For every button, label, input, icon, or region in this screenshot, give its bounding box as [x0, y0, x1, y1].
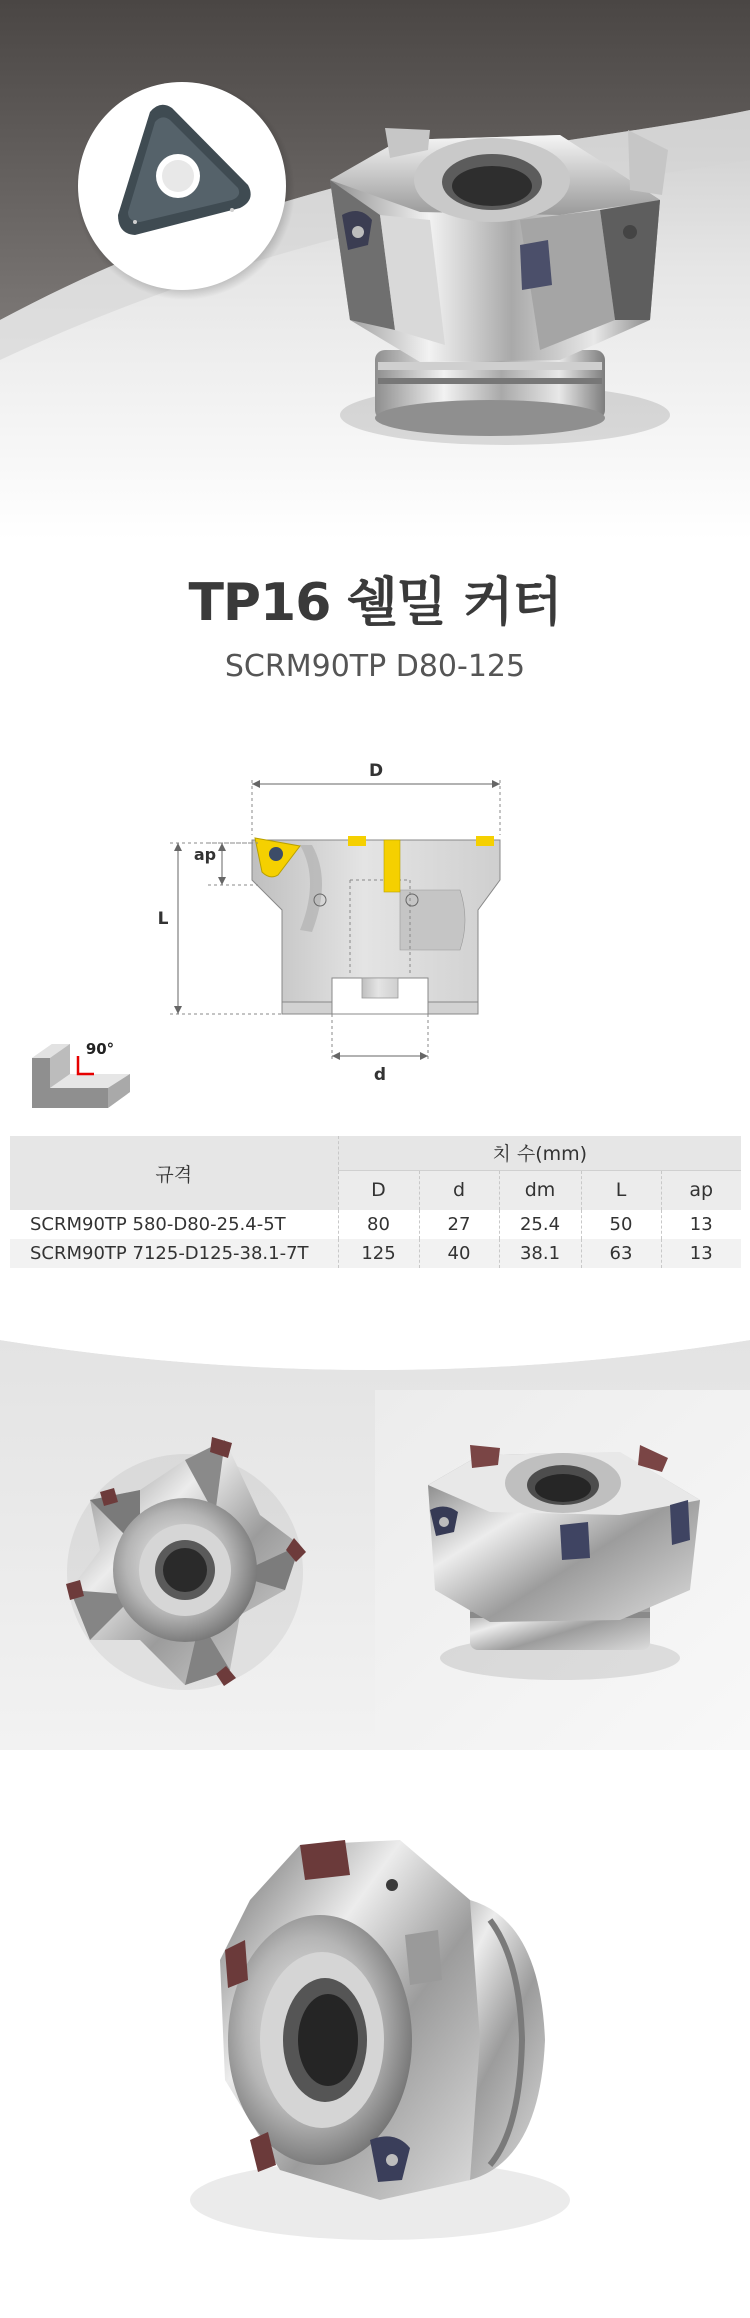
- row-d: 27: [419, 1210, 499, 1239]
- angle-90-badge: [30, 1030, 135, 1120]
- row-d: 40: [419, 1239, 499, 1268]
- angle-label: 90°: [85, 1040, 115, 1058]
- label-D: D: [368, 761, 384, 781]
- angle-block-icon: [30, 1030, 135, 1120]
- label-ap: ap: [193, 845, 217, 864]
- col-dm: dm: [499, 1170, 581, 1210]
- row-ap: 13: [661, 1239, 741, 1268]
- row-D: 125: [338, 1239, 419, 1268]
- row-L: 63: [581, 1239, 661, 1268]
- gallery-photo-angled-view: [190, 1840, 570, 2240]
- label-d: d: [373, 1065, 387, 1085]
- col-d: d: [419, 1170, 499, 1210]
- hero-background: [0, 0, 750, 540]
- hero-section: [0, 0, 750, 540]
- col-ap: ap: [661, 1170, 741, 1210]
- row-model: SCRM90TP 7125-D125-38.1-7T: [10, 1239, 338, 1268]
- row-dm: 25.4: [499, 1210, 581, 1239]
- row-model: SCRM90TP 580-D80-25.4-5T: [10, 1210, 338, 1239]
- title-block: [0, 560, 750, 684]
- hero-cutter-image: [330, 128, 670, 445]
- row-L: 50: [581, 1210, 661, 1239]
- product-title: TP16 쉘밀 커터: [188, 573, 562, 633]
- label-L: L: [157, 909, 169, 929]
- table-row: [10, 1239, 741, 1268]
- spec-header: 규격: [10, 1136, 338, 1210]
- photo-gallery: [0, 1340, 750, 2318]
- dims-header: 치 수(mm): [338, 1136, 741, 1170]
- spec-table: [10, 1136, 741, 1268]
- gallery-photos: [0, 1340, 750, 2318]
- col-D: D: [338, 1170, 419, 1210]
- row-D: 80: [338, 1210, 419, 1239]
- row-dm: 38.1: [499, 1239, 581, 1268]
- row-ap: 13: [661, 1210, 741, 1239]
- product-subtitle: SCRM90TP D80-125: [224, 649, 526, 684]
- table-row: [10, 1210, 741, 1239]
- col-L: L: [581, 1170, 661, 1210]
